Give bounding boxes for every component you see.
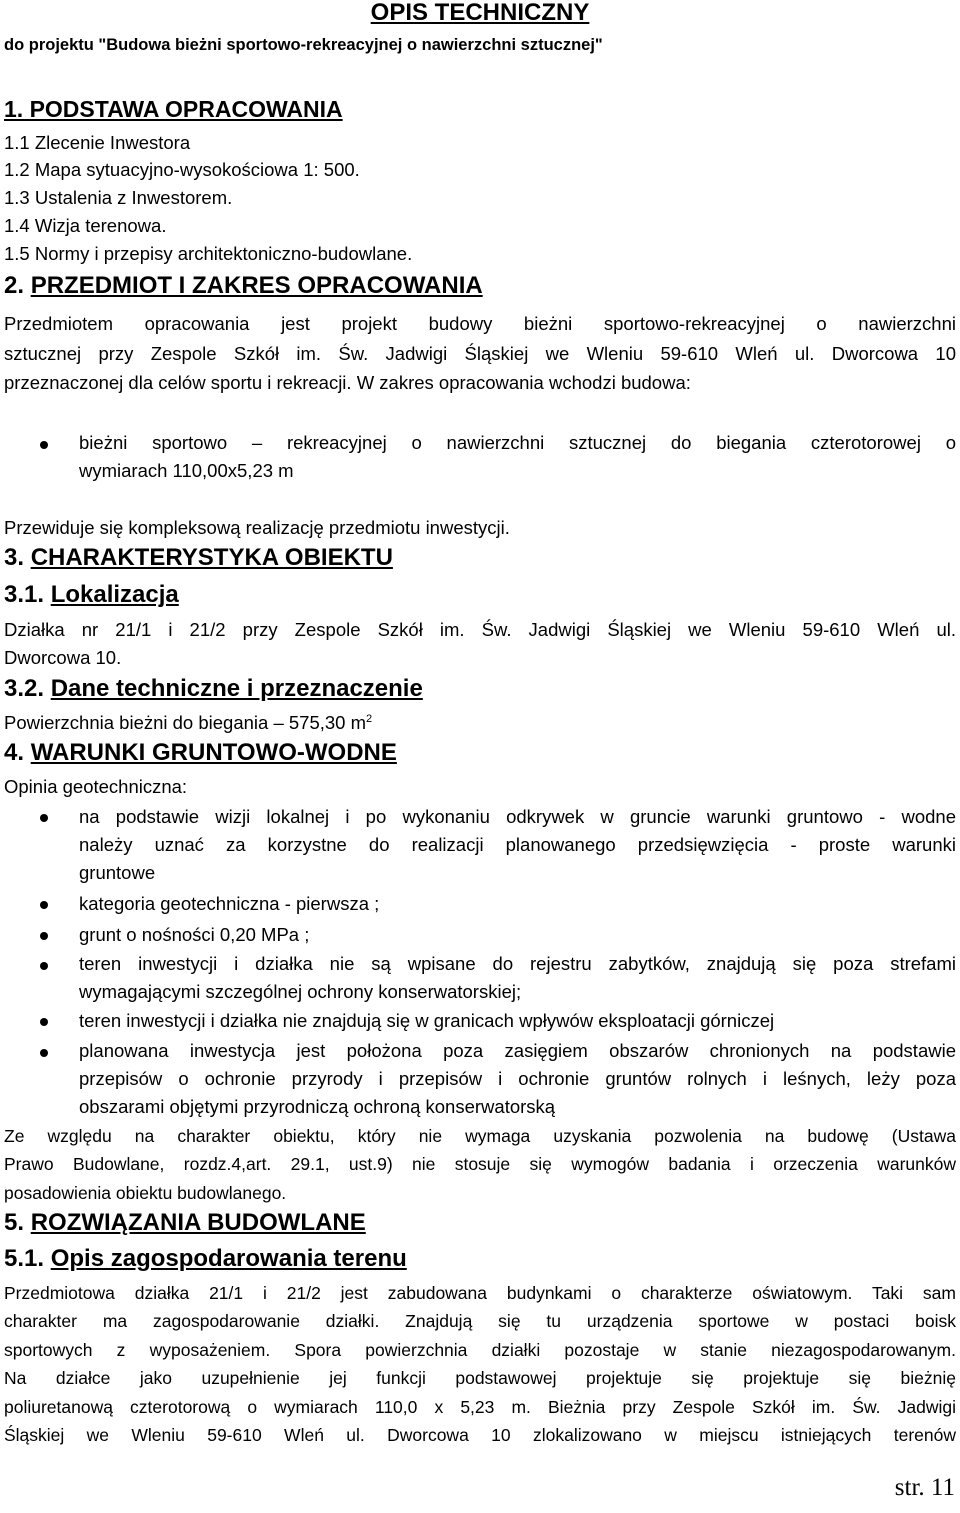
section-3-1-heading: 3.1. Lokalizacja xyxy=(4,581,179,608)
list-item: 1.2 Mapa sytuacyjno-wysokościowa 1: 500. xyxy=(4,159,360,180)
bullet-icon xyxy=(40,901,48,909)
paragraph-line: sportowych z wyposażeniem. Spora powierzchnia działki pozostaje w stanie niezagospodarowanym. xyxy=(4,1340,956,1360)
paragraph-line: Opinia geotechniczna: xyxy=(4,776,188,797)
paragraph-line: Przedmiotowa działka 21/1 i 21/2 jest zabudowana budynkami o charakterze oświatowym. Taki sam xyxy=(4,1283,956,1303)
bullet-text: należy uznać za korzystne do realizacji planowanego przedsięwzięcia - proste warunki xyxy=(79,834,956,855)
paragraph-line: Działka nr 21/1 i 21/2 przy Zespole Szkół im. Św. Jadwigi Śląskiej we Wleniu 59-610 Wleń ul. xyxy=(4,619,956,640)
section-2-heading: 2. PRZEDMIOT I ZAKRES OPRACOWANIA xyxy=(4,272,483,299)
section-3-heading: 3. CHARAKTERYSTYKA OBIEKTU xyxy=(4,544,393,571)
bullet-icon xyxy=(40,814,48,822)
bullet-icon xyxy=(40,1018,48,1026)
bullet-text: teren inwestycji i działka nie są wpisane do rejestru zabytków, znajdują się poza strefami xyxy=(79,953,956,974)
bullet-text: przepisów o ochronie przyrody i przepisów i ochronie gruntów rolnych i leśnych, leży poza xyxy=(79,1068,956,1089)
document-title: OPIS TECHNICZNY xyxy=(370,0,590,26)
bullet-icon xyxy=(40,962,48,970)
bullet-icon xyxy=(40,441,48,449)
section-1-heading: 1. PODSTAWA OPRACOWANIA xyxy=(4,96,343,122)
bullet-text: grunt o nośności 0,20 MPa ; xyxy=(79,924,310,945)
paragraph-line: charakter ma zagospodarowanie działki. Znajdują się tu urządzenia sportowe w postaci boisk xyxy=(4,1311,956,1331)
bullet-icon xyxy=(40,932,48,940)
bullet-text: teren inwestycji i działka nie znajdują się w granicach wpływów eksploatacji górniczej xyxy=(79,1010,775,1031)
bullet-text: bieżni sportowo – rekreacyjnej o nawierzchni sztucznej do biegania czterotorowej o xyxy=(79,432,956,453)
paragraph-line: Przedmiotem opracowania jest projekt budowy bieżni sportowo-rekreacyjnej o nawierzchni xyxy=(4,313,956,334)
bullet-text: planowana inwestycja jest położona poza zasięgiem obszarów chronionych na podstawie xyxy=(79,1040,956,1061)
paragraph-line: przeznaczonej dla celów sportu i rekreacji. W zakres opracowania wchodzi budowa: xyxy=(4,372,691,393)
paragraph-line: Powierzchnia bieżni do biegania – 575,30 $m^2$ xyxy=(4,712,373,733)
section-5-1-heading: 5.1. Opis zagospodarowania terenu xyxy=(4,1245,407,1272)
list-item: 1.1 Zlecenie Inwestora xyxy=(4,132,191,153)
paragraph-line: Śląskiej we Wleniu 59-610 Wleń ul. Dworcowa 10 zlokalizowano w miejscu istniejących terenów xyxy=(4,1425,956,1445)
document-subtitle: do projektu "Budowa bieżni sportowo-rekreacyjnej o nawierzchni sztucznej" xyxy=(4,36,603,54)
list-item: 1.5 Normy i przepisy architektoniczno-budowlane. xyxy=(4,243,413,264)
paragraph-line: Ze względu na charakter obiektu, który nie wymaga uzyskania pozwolenia na budowę (Ustawa xyxy=(4,1126,956,1146)
paragraph-line: Przewiduje się kompleksową realizację przedmiotu inwestycji. xyxy=(4,517,510,538)
paragraph-line: Na działce jako uzupełnienie jej funkcji podstawowej projektuje się projektuje się bieżnię xyxy=(4,1368,956,1388)
bullet-text: na podstawie wizji lokalnej i po wykonaniu odkrywek w gruncie warunki gruntowo - wodne xyxy=(79,806,956,827)
bullet-text: wymiarach 110,00x5,23 m xyxy=(79,460,294,481)
bullet-text: wymagającymi szczególnej ochrony konserwatorskiej; xyxy=(79,981,522,1002)
paragraph-line: poliuretanową czterotorową o wymiarach 110,0 x 5,23 m. Bieżnia przy Zespole Szkół im. Św. Jadwigi xyxy=(4,1397,956,1417)
paragraph-line: posadowienia obiektu budowlanego. xyxy=(4,1183,287,1203)
paragraph-line: Dworcowa 10. xyxy=(4,647,122,668)
page-number: str. 11 xyxy=(894,1474,955,1501)
paragraph-line: Prawo Budowlane, rozdz.4,art. 29.1, ust.9) nie stosuje się wymogów badania i orzeczenia warunków xyxy=(4,1154,956,1174)
bullet-text: kategoria geotechniczna - pierwsza ; xyxy=(79,893,380,914)
list-item: 1.3 Ustalenia z Inwestorem. xyxy=(4,187,233,208)
bullet-text: gruntowe xyxy=(79,862,156,883)
section-3-2-heading: 3.2. Dane techniczne i przeznaczenie xyxy=(4,675,423,702)
bullet-icon xyxy=(40,1049,48,1057)
paragraph-line: sztucznej przy Zespole Szkół im. Św. Jadwigi Śląskiej we Wleniu 59-610 Wleń ul. Dworcowa 10 xyxy=(4,343,956,364)
list-item: 1.4 Wizja terenowa. xyxy=(4,215,167,236)
section-4-heading: 4. WARUNKI GRUNTOWO-WODNE xyxy=(4,739,397,766)
section-5-heading: 5. ROZWIĄZANIA BUDOWLANE xyxy=(4,1209,366,1236)
bullet-text: obszarami objętymi przyrodniczą ochroną konserwatorską xyxy=(79,1096,556,1117)
